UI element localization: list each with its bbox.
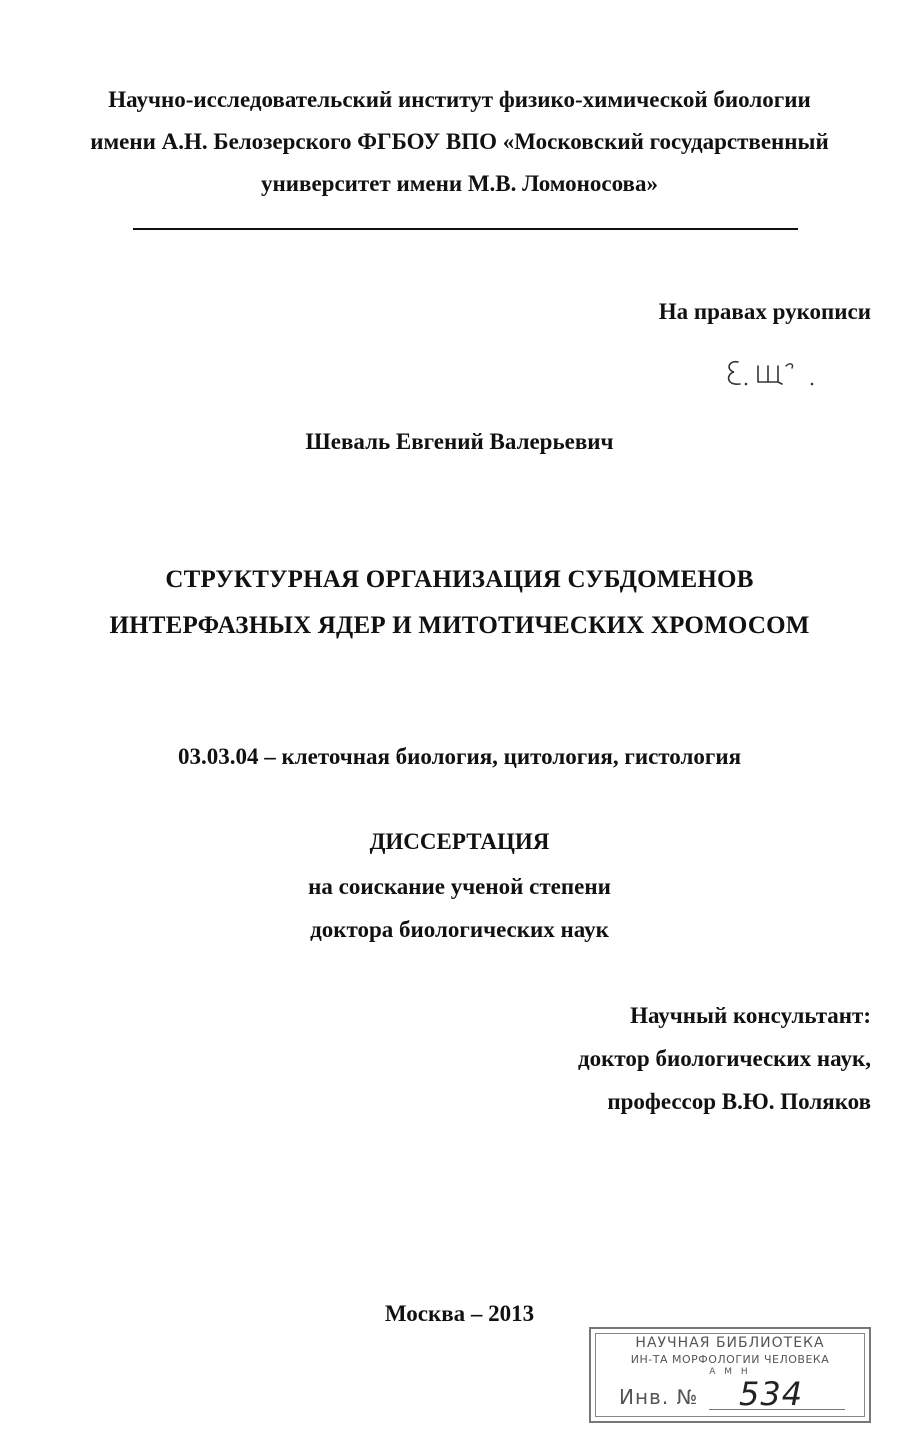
dissertation-heading: ДИССЕРТАЦИЯ xyxy=(369,829,550,854)
header-divider xyxy=(133,228,798,230)
manuscript-note: На правах рукописи xyxy=(658,299,871,324)
degree-line-1: на соискание ученой степени xyxy=(308,874,611,899)
place-year: Москва – 2013 xyxy=(384,1301,535,1326)
stamp-inventory-label: Инв. № xyxy=(619,1385,699,1409)
consultant-name: профессор В.Ю. Поляков xyxy=(607,1089,871,1114)
consultant-label: Научный консультант: xyxy=(630,1003,871,1028)
dissertation-title-line-1: СТРУКТУРНАЯ ОРГАНИЗАЦИЯ СУБДОМЕНОВ xyxy=(165,566,754,593)
institution-line-2: имени А.Н. Белозерского ФГБОУ ВПО «Московский государственный xyxy=(90,129,829,154)
institution-line-3: университет имени М.В. Ломоносова» xyxy=(261,171,658,196)
dissertation-title-line-2: ИНТЕРФАЗНЫХ ЯДЕР И МИТОТИЧЕСКИХ ХРОМОСОМ xyxy=(109,612,810,639)
consultant-degree: доктор биологических наук, xyxy=(578,1046,871,1071)
stamp-line-2: ИН-ТА МОРФОЛОГИИ ЧЕЛОВЕКА xyxy=(630,1353,830,1366)
author-name: Шеваль Евгений Валерьевич xyxy=(305,429,614,454)
stamp-line-1: НАУЧНАЯ БИБЛИОТЕКА xyxy=(635,1335,825,1351)
handwritten-initials xyxy=(724,352,834,392)
stamp-inventory-number: 534 xyxy=(739,1375,804,1413)
library-stamp xyxy=(589,1327,871,1423)
degree-line-2: доктора биологических наук xyxy=(310,917,609,942)
specialty-code: 03.03.04 – клеточная биология, цитология, гистология xyxy=(177,744,742,769)
stamp-line-3: А М Н xyxy=(709,1367,751,1377)
institution-line-1: Научно-исследовательский институт физико-химической биологии xyxy=(108,87,811,112)
